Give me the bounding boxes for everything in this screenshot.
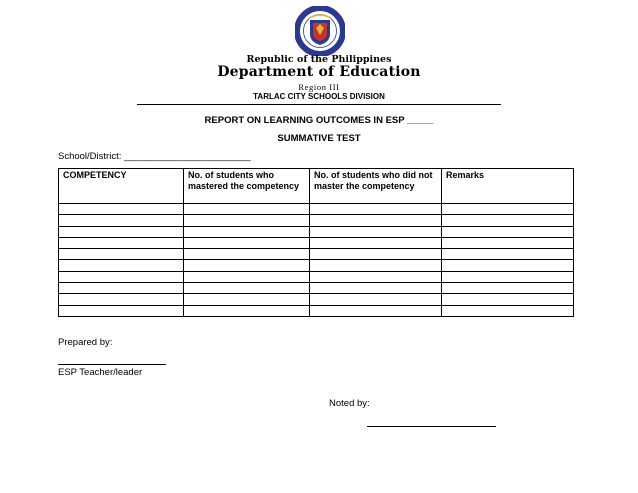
teacher-signature-line [58,364,166,365]
table-row [59,226,574,237]
competency-table [58,168,574,317]
table-cell [59,260,184,271]
table-cell [310,204,442,215]
table-cell [184,215,310,226]
table-row [59,215,574,226]
table-cell [184,204,310,215]
table-cell [59,305,184,316]
table-cell [442,260,574,271]
table-cell [184,249,310,260]
teacher-role-label: ESP Teacher/leader [58,367,143,378]
table-cell [310,237,442,248]
table-cell [184,305,310,316]
table-cell [310,260,442,271]
report-title: REPORT ON LEARNING OUTCOMES IN ESP _____ [204,115,434,126]
table-cell [442,226,574,237]
table-row [59,305,574,316]
table-row [59,294,574,305]
table-cell [310,271,442,282]
table-cell [184,283,310,294]
table-cell [184,294,310,305]
table-cell [59,204,184,215]
table-cell [310,215,442,226]
table-cell [184,260,310,271]
table-cell [442,215,574,226]
table-row [59,237,574,248]
table-cell [59,294,184,305]
region-heading: Region III [298,82,340,92]
table-header-row [59,169,574,204]
table-row [59,260,574,271]
table-cell [442,305,574,316]
department-heading: Department of Education [217,64,421,80]
republic-heading: Republic of the Philippines [246,54,392,65]
table-cell [442,249,574,260]
table-cell [310,305,442,316]
table-cell [184,271,310,282]
table-cell [59,271,184,282]
deped-seal-logo [295,6,345,56]
table-cell [310,249,442,260]
division-heading: TARLAC CITY SCHOOLS DIVISION [253,92,385,101]
table-cell [310,226,442,237]
table-cell [442,204,574,215]
table-row [59,249,574,260]
table-row [59,271,574,282]
table-cell [310,283,442,294]
table-cell [442,271,574,282]
table-cell [59,249,184,260]
table-cell [184,237,310,248]
table-row [59,204,574,215]
table-cell [59,226,184,237]
table-cell [59,215,184,226]
column-header-mastered: No. of students who mastered the competency [184,169,310,204]
noted-by-label: Noted by: [329,398,370,409]
noted-signature-line [367,426,496,427]
prepared-by-label: Prepared by: [58,337,113,348]
table-cell [442,283,574,294]
table-cell [442,294,574,305]
table-cell [184,226,310,237]
column-header-remarks: Remarks [442,169,574,204]
table-cell [59,283,184,294]
column-header-not-mastered: No. of students who did not master the competency [310,169,442,204]
header-divider [137,104,501,105]
school-district-field: School/District: ________________________ [58,151,251,162]
report-subtitle: SUMMATIVE TEST [277,133,361,144]
table-row [59,283,574,294]
table-cell [310,294,442,305]
table-cell [442,237,574,248]
column-header-competency: COMPETENCY [59,169,184,204]
table-cell [59,237,184,248]
